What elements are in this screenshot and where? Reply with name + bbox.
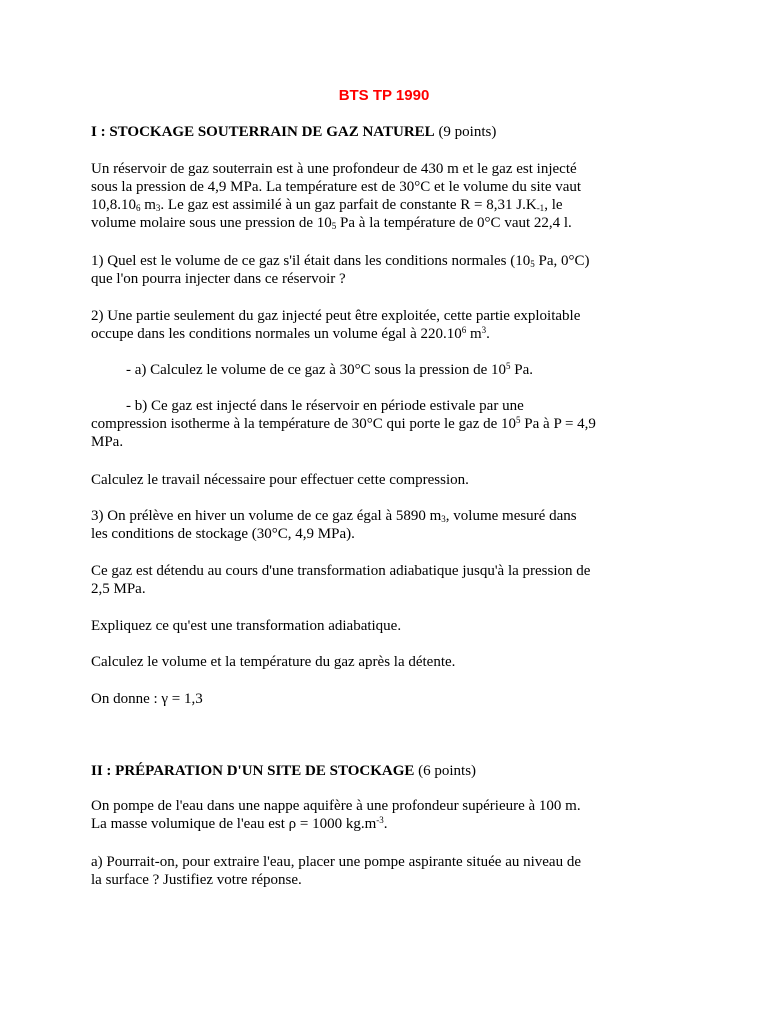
s2-intro-text: .: [383, 816, 388, 832]
s1-intro-text: volume molaire sous une pression de 10: [91, 215, 332, 231]
s1-q2a-exp: 5: [506, 361, 511, 371]
section2-points: (6 points): [418, 763, 477, 779]
s1-intro-text: . Le gaz est assimilé à un gaz parfait de constante R = 8,31 J.K: [160, 197, 537, 213]
s1-intro-line3: [91, 196, 691, 214]
s1-q2a-line: [126, 361, 726, 379]
s1-q3-text: 3) On prélève en hiver un volume de ce gaz égal à 5890 m: [91, 508, 442, 524]
s2-intro-line1: On pompe de l'eau dans une nappe aquifère à une profondeur supérieure à 100 m.: [91, 798, 581, 814]
section2-heading: II : PRÉPARATION D'UN SITE DE STOCKAGE: [91, 763, 415, 779]
s1-q2a-text: Pa.: [510, 362, 534, 378]
s1-detente-line2: 2,5 MPa.: [91, 581, 146, 597]
s1-intro-text: m: [140, 197, 156, 213]
s1-intro-line1: Un réservoir de gaz souterrain est à une profondeur de 430 m et le gaz est injecté: [91, 161, 577, 177]
s1-intro-line2: sous la pression de 4,9 MPa. La température est de 30°C et le volume du site vaut: [91, 179, 582, 195]
s1-q2-exp: 6: [461, 325, 467, 335]
section1-points: (9 points): [438, 124, 497, 140]
s1-intro-text: , le: [544, 197, 563, 213]
s2-qa-line1: a) Pourrait-on, pour extraire l'eau, placer une pompe aspirante située au niveau de: [91, 854, 581, 870]
s1-q2-text: occupe dans les conditions normales un volume égal à 220.10: [91, 326, 462, 342]
s1-intro-line4: [91, 214, 691, 232]
s1-q2-exp: 3: [481, 325, 487, 335]
s1-q1-line2: que l'on pourra injecter dans ce réservoir ?: [91, 271, 346, 287]
section2-heading-line: [91, 762, 691, 780]
s1-calc: Calculez le volume et la température du gaz après la détente.: [91, 654, 456, 670]
s1-q2b-text: compression isotherme à la température de 30°C qui porte le gaz de 10: [91, 416, 517, 432]
s1-q2-text: m: [466, 326, 482, 342]
document-title: BTS TP 1990: [338, 87, 430, 104]
s1-intro-exp: -1: [536, 203, 545, 213]
s1-q3-text: , volume mesuré dans: [445, 508, 577, 524]
s2-intro-exp: -3: [376, 815, 384, 825]
section1-heading-line: [91, 123, 691, 141]
s1-q1-exp: 5: [530, 259, 535, 269]
s1-q3-line1: [91, 507, 691, 525]
s1-intro-exp: 6: [136, 203, 141, 213]
s1-given: On donne : γ = 1,3: [91, 691, 203, 707]
s1-detente-line1: Ce gaz est détendu au cours d'une transformation adiabatique jusqu'à la pression de: [91, 563, 591, 579]
s1-q1-line1: [91, 252, 691, 270]
s1-q2-text: .: [486, 326, 490, 342]
s1-q2b-exp: 5: [516, 415, 521, 425]
s1-q2b-line1: - b) Ce gaz est injecté dans le réservoir en période estivale par une: [126, 398, 524, 414]
s2-qa-line2: la surface ? Justifiez votre réponse.: [91, 872, 302, 888]
s1-q2-line2: [91, 325, 691, 343]
s1-q2-line1: 2) Une partie seulement du gaz injecté peut être exploitée, cette partie exploitable: [91, 308, 581, 324]
s1-intro-text: 10,8.10: [91, 197, 136, 213]
s2-intro-line2: [91, 815, 691, 833]
s2-intro-text: La masse volumique de l'eau est ρ = 1000 kg.m: [91, 816, 377, 832]
s1-intro-exp: 5: [331, 221, 337, 231]
s1-explain: Expliquez ce qu'est une transformation adiabatique.: [91, 618, 402, 634]
s1-q2b-line2: [91, 415, 691, 433]
s1-q3-line2: les conditions de stockage (30°C, 4,9 MPa).: [91, 526, 355, 542]
s1-q1-text: 1) Quel est le volume de ce gaz s'il était dans les conditions normales (10: [91, 253, 531, 269]
s1-q2b-line3: MPa.: [91, 434, 124, 450]
section1-heading: I : STOCKAGE SOUTERRAIN DE GAZ NATUREL: [91, 124, 435, 140]
s1-q1-text: Pa, 0°C): [534, 253, 590, 269]
s1-intro-text: Pa à la température de 0°C vaut 22,4 l.: [336, 215, 572, 231]
s1-work: Calculez le travail nécessaire pour effectuer cette compression.: [91, 472, 469, 488]
s1-q2a-text: - a) Calculez le volume de ce gaz à 30°C sous la pression de 10: [126, 362, 507, 378]
s1-intro-exp: 3: [155, 203, 161, 213]
s1-q2b-text: Pa à P = 4,9: [520, 416, 596, 432]
s1-q3-exp: 3: [441, 514, 446, 524]
